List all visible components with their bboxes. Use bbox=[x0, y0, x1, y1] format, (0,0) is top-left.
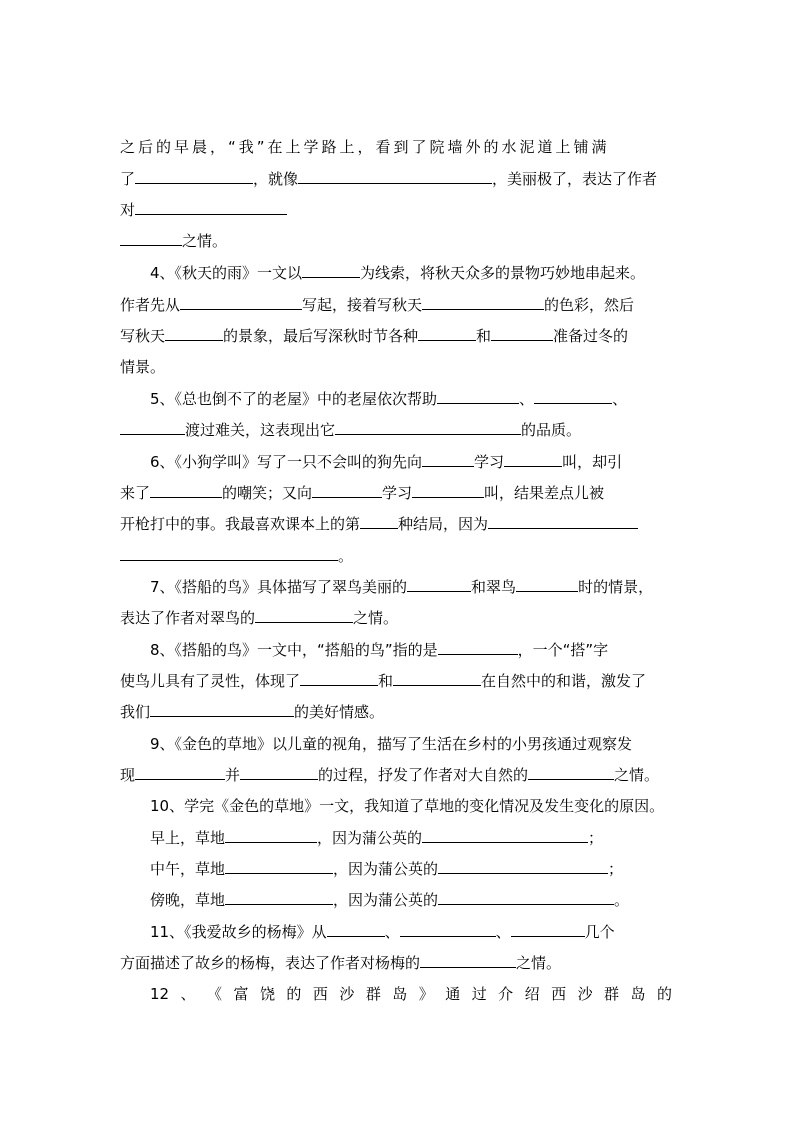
text: 》 bbox=[418, 985, 434, 1003]
question-9-line-1 bbox=[150, 733, 632, 755]
text: 的 bbox=[286, 985, 302, 1003]
text: 的过程，抒发了作者对大自然的 bbox=[318, 766, 529, 784]
text: ，因为蒲公英的 bbox=[333, 891, 439, 909]
answer-blank[interactable] bbox=[400, 922, 496, 937]
text: 、 bbox=[519, 390, 535, 408]
text: 通 bbox=[445, 985, 461, 1003]
text: 《 bbox=[207, 985, 223, 1003]
question-10-line-1 bbox=[150, 795, 664, 817]
text: 群 bbox=[604, 985, 620, 1003]
text: 、 bbox=[612, 390, 628, 408]
text: 在自然中的和谐，激发了 bbox=[481, 672, 647, 690]
answer-blank[interactable] bbox=[393, 671, 481, 686]
answer-blank[interactable] bbox=[165, 326, 223, 341]
text: 表达了作者对翠鸟的 bbox=[120, 609, 256, 627]
question-6-line-4 bbox=[120, 545, 353, 567]
question-11-line-2 bbox=[120, 952, 561, 974]
text: 的色彩，然后 bbox=[544, 296, 635, 314]
text: 之情。 bbox=[353, 609, 399, 627]
text: 5、《总也倒不了的老屋》中的老屋依次帮助 bbox=[150, 390, 438, 408]
text: 并 bbox=[225, 766, 241, 784]
answer-blank[interactable] bbox=[300, 671, 378, 686]
answer-blank[interactable] bbox=[120, 420, 185, 435]
answer-blank[interactable] bbox=[135, 169, 253, 184]
question-4-line-1 bbox=[150, 262, 645, 284]
text-line-4 bbox=[120, 230, 227, 252]
text: 傍晚，草地 bbox=[150, 891, 226, 909]
text-line-1 bbox=[120, 136, 672, 158]
text-line-3 bbox=[120, 199, 287, 221]
text: 渡过难关，这表现出它 bbox=[185, 421, 336, 439]
text: 绍 bbox=[524, 985, 540, 1003]
text: 学习 bbox=[382, 484, 413, 502]
text: 和翠鸟 bbox=[471, 578, 517, 596]
text: 西 bbox=[312, 985, 328, 1003]
text: 、 bbox=[180, 985, 196, 1003]
text: 12 bbox=[150, 985, 170, 1003]
answer-blank[interactable] bbox=[180, 295, 302, 310]
question-6-line-1 bbox=[150, 451, 622, 473]
text: 作者先从 bbox=[120, 296, 181, 314]
question-8-line-1 bbox=[150, 639, 608, 661]
answer-blank[interactable] bbox=[516, 577, 578, 592]
answer-blank[interactable] bbox=[150, 702, 294, 717]
question-12-line-1 bbox=[150, 983, 672, 1005]
text: 的嘲笑；又向 bbox=[222, 484, 313, 502]
answer-blank[interactable] bbox=[418, 326, 476, 341]
text: 使鸟儿具有了灵性，体现了 bbox=[120, 672, 301, 690]
text: 9、《金色的草地》以儿童的视角，描写了生活在乡村的小男孩通过观察发 bbox=[150, 735, 633, 753]
text: 和 bbox=[476, 327, 492, 345]
text: ，一个“搭”字 bbox=[517, 641, 609, 659]
text: 介 bbox=[498, 985, 514, 1003]
answer-blank[interactable] bbox=[407, 577, 471, 592]
text: 6、《小狗学叫》写了一只不会叫的狗先向 bbox=[150, 453, 423, 471]
text: 之后的早晨，“我”在上学路上，看到了院墙外的水泥道上铺满 bbox=[120, 138, 610, 156]
text: 沙 bbox=[339, 985, 355, 1003]
text: 开枪打中的事。我最喜欢课本上的第 bbox=[120, 515, 361, 533]
text: 方面描述了故乡的杨梅，表达了作者对杨梅的 bbox=[120, 954, 421, 972]
text: 早上，草地 bbox=[150, 829, 226, 847]
answer-blank[interactable] bbox=[511, 922, 585, 937]
text: 叫，却引 bbox=[562, 453, 623, 471]
question-6-line-2 bbox=[120, 482, 604, 504]
question-11-line-1 bbox=[150, 921, 615, 943]
question-6-line-3 bbox=[120, 513, 638, 535]
text: ，就像 bbox=[253, 170, 299, 188]
answer-blank[interactable] bbox=[225, 859, 333, 874]
text: 之情。 bbox=[516, 954, 562, 972]
text: 时的情景， bbox=[578, 578, 654, 596]
text: 写秋天 bbox=[120, 327, 166, 345]
text: 8、《搭船的鸟》一文中，“搭船的鸟”指的是 bbox=[150, 641, 438, 659]
text: 7、《搭船的鸟》具体描写了翠鸟美丽的 bbox=[150, 578, 408, 596]
question-7-line-1 bbox=[150, 576, 653, 598]
text: 之情。 bbox=[182, 232, 228, 250]
text: 的美好情感。 bbox=[294, 703, 385, 721]
answer-blank[interactable] bbox=[438, 859, 608, 874]
answer-blank[interactable] bbox=[437, 389, 519, 404]
text: ，美丽极了，表达了作者 bbox=[492, 170, 658, 188]
answer-blank[interactable] bbox=[504, 452, 562, 467]
text: 岛 bbox=[392, 985, 408, 1003]
answer-blank[interactable] bbox=[135, 200, 287, 215]
text: 10、学完《金色的草地》一文，我知道了草地的变化情况及发生变化的原因。 bbox=[150, 797, 665, 815]
text: 中午，草地 bbox=[150, 860, 226, 878]
question-4-line-3 bbox=[120, 325, 628, 347]
question-9-line-2 bbox=[120, 764, 659, 786]
text: 沙 bbox=[577, 985, 593, 1003]
question-8-line-3 bbox=[120, 701, 384, 723]
answer-blank[interactable] bbox=[120, 546, 338, 561]
text: 几个 bbox=[584, 923, 615, 941]
question-4-line-4 bbox=[120, 356, 165, 378]
answer-blank[interactable] bbox=[528, 765, 614, 780]
text: 的品质。 bbox=[521, 421, 582, 439]
answer-blank[interactable] bbox=[420, 953, 516, 968]
answer-blank[interactable] bbox=[150, 483, 222, 498]
answer-blank[interactable] bbox=[412, 483, 484, 498]
answer-blank[interactable] bbox=[491, 326, 553, 341]
text: ，因为蒲公英的 bbox=[317, 829, 423, 847]
answer-blank[interactable] bbox=[422, 452, 474, 467]
answer-blank[interactable] bbox=[327, 922, 385, 937]
text: 群 bbox=[365, 985, 381, 1003]
question-8-line-2 bbox=[120, 670, 646, 692]
text: 情景。 bbox=[120, 358, 166, 376]
text: 。 bbox=[614, 891, 630, 909]
text: 的景象，最后写深秋时节各种 bbox=[223, 327, 419, 345]
text: 学习 bbox=[474, 453, 505, 471]
answer-blank[interactable] bbox=[225, 890, 333, 905]
text: ，因为蒲公英的 bbox=[333, 860, 439, 878]
answer-blank[interactable] bbox=[360, 514, 398, 529]
answer-blank[interactable] bbox=[135, 765, 225, 780]
text: 、 bbox=[384, 923, 400, 941]
text: 饶 bbox=[259, 985, 275, 1003]
answer-blank[interactable] bbox=[422, 295, 544, 310]
text: 对 bbox=[120, 201, 136, 219]
text: ； bbox=[588, 829, 604, 847]
text: 和 bbox=[378, 672, 394, 690]
answer-blank[interactable] bbox=[438, 890, 614, 905]
answer-blank[interactable] bbox=[225, 828, 317, 843]
answer-blank[interactable] bbox=[302, 263, 360, 278]
text: 叫，结果差点儿被 bbox=[484, 484, 605, 502]
text: 为线索，将秋天众多的景物巧妙地串起来。 bbox=[360, 264, 646, 282]
text: 准备过冬的 bbox=[553, 327, 629, 345]
answer-blank[interactable] bbox=[240, 765, 318, 780]
text: 、 bbox=[495, 923, 511, 941]
text: 写起，接着写秋天 bbox=[302, 296, 423, 314]
text: 现 bbox=[120, 766, 136, 784]
answer-blank[interactable] bbox=[422, 828, 588, 843]
question-4-line-2 bbox=[120, 294, 634, 316]
answer-blank[interactable] bbox=[120, 231, 182, 246]
question-5-line-1 bbox=[150, 388, 627, 410]
question-10-noon bbox=[150, 858, 623, 880]
text: 之情。 bbox=[614, 766, 660, 784]
text: 了 bbox=[120, 170, 136, 188]
text: ； bbox=[608, 860, 624, 878]
text: 岛 bbox=[630, 985, 646, 1003]
text: 的 bbox=[656, 985, 672, 1003]
question-7-line-2 bbox=[120, 607, 398, 629]
text: 过 bbox=[471, 985, 487, 1003]
answer-blank[interactable] bbox=[255, 608, 353, 623]
question-10-evening bbox=[150, 889, 629, 911]
question-5-line-2 bbox=[120, 419, 581, 441]
text: 我们 bbox=[120, 703, 151, 721]
answer-blank[interactable] bbox=[335, 420, 521, 435]
text: 4、《秋天的雨》一文以 bbox=[150, 264, 303, 282]
text: 西 bbox=[551, 985, 567, 1003]
answer-blank[interactable] bbox=[438, 640, 518, 655]
text: 11、《我爱故乡的杨梅》从 bbox=[150, 923, 327, 941]
text: 种结局，因为 bbox=[398, 515, 489, 533]
text: 。 bbox=[338, 547, 354, 565]
question-10-morning bbox=[150, 827, 603, 849]
answer-blank[interactable] bbox=[534, 389, 612, 404]
text: 富 bbox=[233, 985, 249, 1003]
answer-blank[interactable] bbox=[488, 514, 638, 529]
text-line-2 bbox=[120, 168, 657, 190]
text: 来了 bbox=[120, 484, 151, 502]
answer-blank[interactable] bbox=[298, 169, 492, 184]
answer-blank[interactable] bbox=[312, 483, 382, 498]
